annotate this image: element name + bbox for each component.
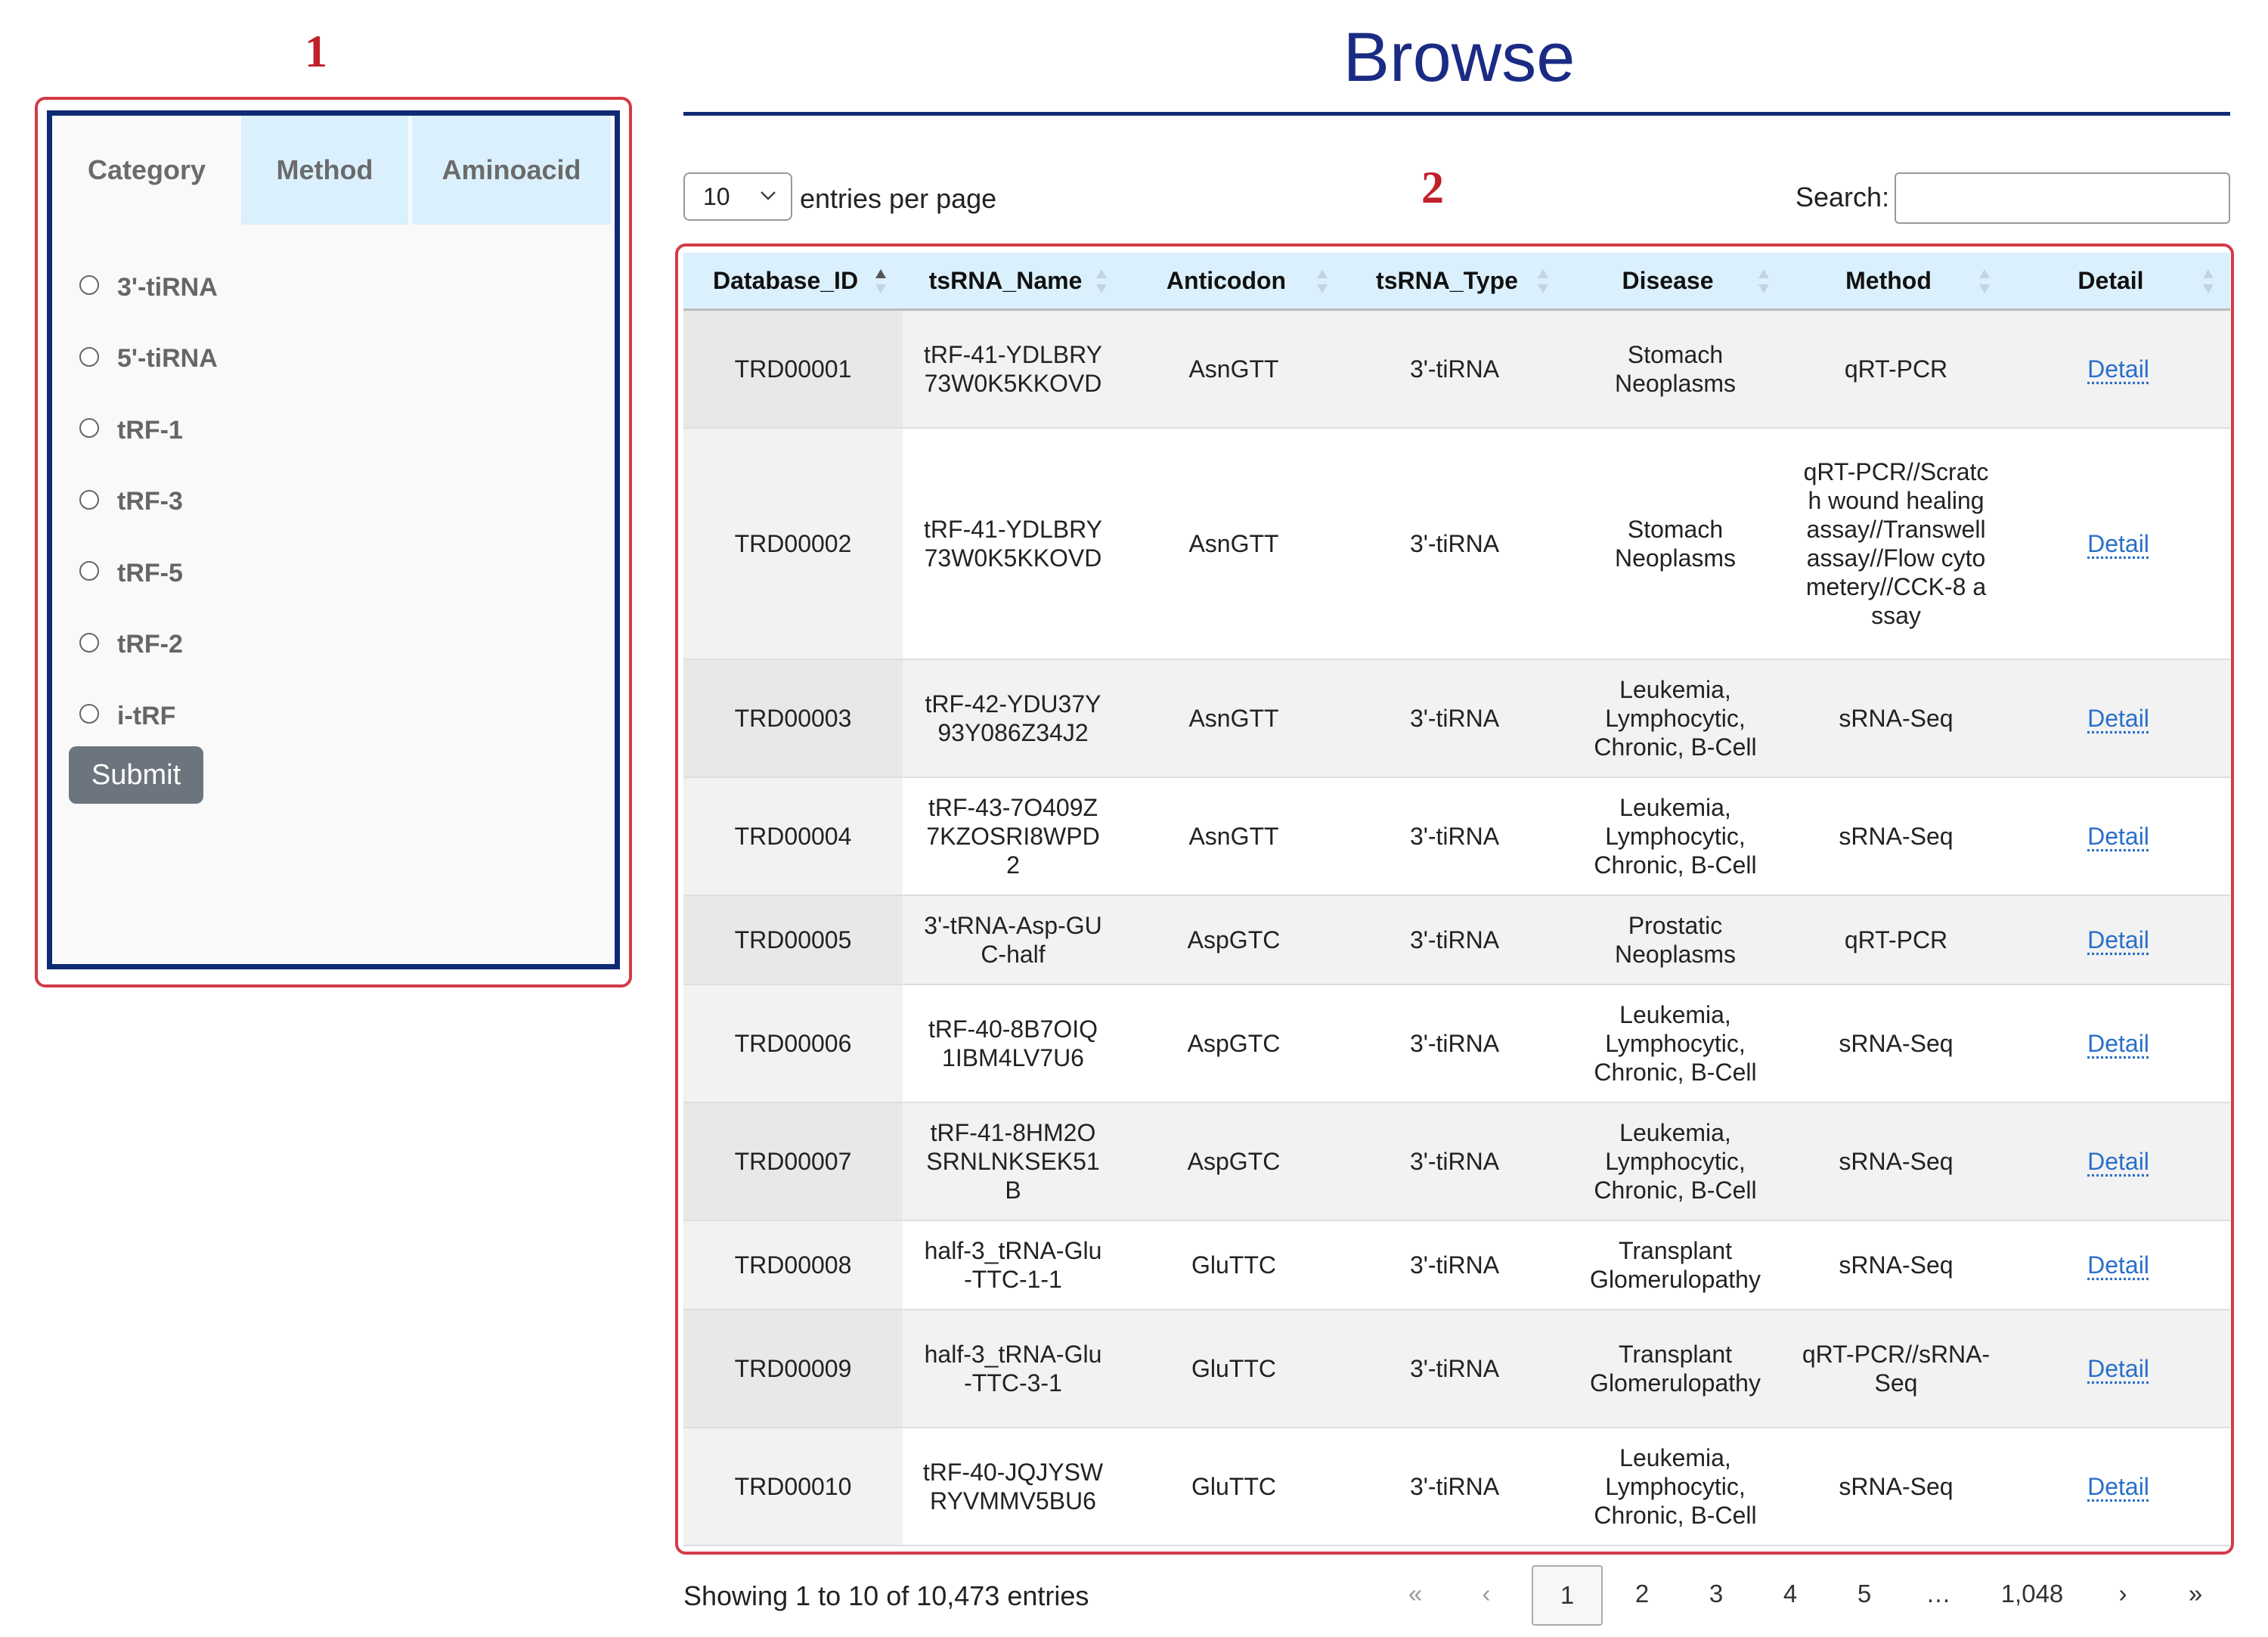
cell-detail: [2006, 1220, 2230, 1310]
cell-detail: [2006, 659, 2230, 777]
cell-disease: [1565, 428, 1786, 659]
annotation-number-1: 1: [305, 26, 327, 76]
page-title: Browse: [1343, 19, 1576, 96]
table-row: [683, 1220, 2230, 1310]
page-button[interactable]: 4: [1783, 1580, 1798, 1608]
cell-database-id-text: TRD00002: [734, 529, 852, 557]
cell-method-text: qRT-PCR//Scratch wound healing assay//Transwell assay//Flow cytometery//CCK-8 assay: [1803, 457, 1989, 629]
first-page-button[interactable]: «: [1408, 1580, 1423, 1608]
previous-page-button[interactable]: ‹: [1482, 1580, 1491, 1608]
next-page-button[interactable]: ›: [2118, 1580, 2127, 1608]
cell-anticodon: [1123, 1428, 1344, 1546]
radio-button[interactable]: [79, 347, 99, 367]
entries-info: Showing 1 to 10 of 10,473 entries: [683, 1580, 1089, 1611]
cell-disease: [1565, 984, 1786, 1102]
cell-database-id: [683, 1428, 903, 1546]
table-row: [683, 310, 2230, 428]
cell-tsrna-name-text: tRF-43-7O409Z7KZOSRI8WPD2: [926, 793, 1100, 879]
cell-anticodon: [1123, 428, 1344, 659]
detail-link[interactable]: Detail: [2087, 355, 2149, 383]
column-header[interactable]: [1123, 253, 1344, 310]
detail-link[interactable]: Detail: [2087, 1147, 2149, 1175]
cell-anticodon-text: GluTTC: [1191, 1251, 1276, 1279]
cell-tsrna-type: [1344, 984, 1565, 1102]
table-row: [683, 659, 2230, 777]
cell-disease: [1565, 1428, 1786, 1546]
cell-tsrna-type-text: 3'-tiRNA: [1409, 925, 1500, 953]
sort-icon: [1757, 266, 1771, 296]
cell-tsrna-type: [1344, 777, 1565, 895]
cell-disease-text: Leukemia, Lymphocytic, Chronic, B-Cell: [1594, 1443, 1757, 1529]
cell-method-text: sRNA-Seq: [1839, 1147, 1954, 1175]
category-option-label: 3'-tiRNA: [117, 272, 218, 302]
column-header[interactable]: [1786, 253, 2006, 310]
cell-detail: [2006, 895, 2230, 984]
cell-tsrna-type: [1344, 1102, 1565, 1220]
cell-tsrna-type: [1344, 895, 1565, 984]
cell-disease: [1565, 659, 1786, 777]
cell-tsrna-type-text: 3'-tiRNA: [1409, 1029, 1500, 1057]
cell-method-text: qRT-PCR//sRNA-Seq: [1802, 1340, 1991, 1397]
cell-database-id: [683, 777, 903, 895]
cell-database-id: [683, 895, 903, 984]
cell-detail: [2006, 984, 2230, 1102]
cell-anticodon-text: AsnGTT: [1188, 822, 1279, 850]
cell-disease-text: Leukemia, Lymphocytic, Chronic, B-Cell: [1594, 1000, 1757, 1086]
cell-tsrna-name: [903, 984, 1123, 1102]
cell-disease: [1565, 1220, 1786, 1310]
category-option-label: tRF-5: [117, 558, 183, 588]
cell-tsrna-type-text: 3'-tiRNA: [1409, 355, 1500, 383]
cell-tsrna-name-text: half-3_tRNA-Glu-TTC-3-1: [924, 1340, 1102, 1397]
cell-tsrna-type: [1344, 1220, 1565, 1310]
results-table: [683, 253, 2230, 1546]
cell-database-id-text: TRD00010: [734, 1472, 852, 1500]
annotation-number-2: 2: [1421, 163, 1444, 212]
tab-method[interactable]: Method: [241, 116, 412, 225]
radio-button[interactable]: [79, 418, 99, 438]
cell-database-id-text: TRD00004: [734, 822, 852, 850]
category-option-label: i-tRF: [117, 701, 176, 730]
last-page-button[interactable]: »: [2188, 1580, 2203, 1608]
cell-tsrna-type-text: 3'-tiRNA: [1409, 529, 1500, 557]
radio-button[interactable]: [79, 561, 99, 581]
cell-tsrna-type: [1344, 428, 1565, 659]
cell-detail: [2006, 1102, 2230, 1220]
cell-tsrna-name: [903, 1220, 1123, 1310]
cell-anticodon: [1123, 1102, 1344, 1220]
cell-database-id: [683, 428, 903, 659]
table-row: [683, 984, 2230, 1102]
cell-database-id-text: TRD00008: [734, 1251, 852, 1279]
cell-method: [1786, 777, 2006, 895]
category-radio-list: [79, 252, 218, 752]
category-option-label: tRF-2: [117, 630, 183, 659]
detail-link[interactable]: Detail: [2087, 1251, 2149, 1279]
column-header[interactable]: [2006, 253, 2230, 310]
detail-link[interactable]: Detail: [2087, 1354, 2149, 1382]
cell-anticodon-text: AsnGTT: [1188, 529, 1279, 557]
page-button[interactable]: 5: [1857, 1580, 1872, 1608]
cell-disease-text: Prostatic Neoplasms: [1614, 911, 1737, 968]
cell-tsrna-name-text: tRF-41-YDLBRY73W0K5KKOVD: [924, 515, 1102, 572]
column-header[interactable]: [903, 253, 1123, 310]
table-row: [683, 895, 2230, 984]
sort-icon: [1978, 266, 1991, 296]
page-button[interactable]: 1,048: [2000, 1580, 2064, 1608]
cell-method: [1786, 428, 2006, 659]
cell-detail: [2006, 777, 2230, 895]
column-header-label: tsRNA_Type: [1376, 266, 1518, 294]
radio-button[interactable]: [79, 704, 99, 724]
detail-link[interactable]: Detail: [2087, 704, 2149, 732]
cell-tsrna-type: [1344, 1428, 1565, 1546]
cell-method-text: qRT-PCR: [1844, 355, 1948, 383]
column-header-label: Method: [1845, 266, 1932, 294]
category-option[interactable]: [79, 538, 218, 609]
search-input[interactable]: [1895, 172, 2230, 224]
column-header-label: Detail: [2077, 266, 2144, 294]
column-header-label: Anticodon: [1166, 266, 1287, 294]
category-option[interactable]: [79, 681, 218, 752]
cell-disease: [1565, 777, 1786, 895]
sort-ascending-icon: [874, 266, 888, 296]
column-header[interactable]: [683, 253, 903, 310]
table-row: [683, 1428, 2230, 1546]
cell-detail: [2006, 1428, 2230, 1546]
cell-method: [1786, 310, 2006, 428]
category-option[interactable]: [79, 252, 218, 324]
cell-tsrna-type-text: 3'-tiRNA: [1409, 822, 1500, 850]
cell-method-text: sRNA-Seq: [1839, 1029, 1954, 1057]
chevron-down-icon: [758, 184, 779, 206]
cell-tsrna-name-text: half-3_tRNA-Glu-TTC-1-1: [924, 1236, 1102, 1293]
cell-database-id: [683, 1310, 903, 1428]
page-button[interactable]: 1: [1532, 1565, 1603, 1626]
cell-tsrna-type: [1344, 1310, 1565, 1428]
sort-icon: [1315, 266, 1329, 296]
cell-database-id-text: TRD00006: [734, 1029, 852, 1057]
cell-disease: [1565, 1102, 1786, 1220]
cell-tsrna-name-text: 3'-tRNA-Asp-GUC-half: [924, 911, 1102, 968]
page-button[interactable]: 2: [1634, 1580, 1650, 1608]
title-divider: [683, 112, 2230, 116]
cell-database-id: [683, 1220, 903, 1310]
cell-anticodon-text: AspGTC: [1187, 925, 1281, 953]
cell-anticodon-text: AspGTC: [1187, 1029, 1281, 1057]
cell-anticodon-text: GluTTC: [1191, 1472, 1276, 1500]
cell-tsrna-name-text: tRF-41-8HM2OSRNLNKSEK51B: [926, 1118, 1100, 1204]
cell-tsrna-name: [903, 1428, 1123, 1546]
cell-anticodon-text: AspGTC: [1187, 1147, 1281, 1175]
cell-tsrna-name: [903, 659, 1123, 777]
cell-anticodon: [1123, 1220, 1344, 1310]
column-header[interactable]: [1344, 253, 1565, 310]
table-row: [683, 777, 2230, 895]
detail-link[interactable]: Detail: [2087, 1472, 2149, 1500]
category-option-label: tRF-3: [117, 487, 183, 516]
radio-button[interactable]: [79, 633, 99, 653]
radio-button[interactable]: [79, 275, 99, 295]
sort-icon: [1095, 266, 1108, 296]
submit-button[interactable]: Submit: [69, 746, 203, 804]
cell-disease-text: Transplant Glomerulopathy: [1590, 1236, 1761, 1293]
cell-disease-text: Leukemia, Lymphocytic, Chronic, B-Cell: [1594, 675, 1757, 761]
cell-tsrna-type: [1344, 310, 1565, 428]
cell-anticodon: [1123, 310, 1344, 428]
cell-database-id: [683, 1102, 903, 1220]
column-header-label: tsRNA_Name: [928, 266, 1083, 294]
cell-tsrna-name-text: tRF-41-YDLBRY73W0K5KKOVD: [924, 340, 1102, 397]
cell-method-text: sRNA-Seq: [1839, 704, 1954, 732]
column-header-label: Disease: [1622, 266, 1714, 294]
cell-anticodon-text: AsnGTT: [1188, 355, 1279, 383]
category-option-label: 5'-tiRNA: [117, 344, 218, 374]
sort-icon: [1536, 266, 1550, 296]
table-header-row: [683, 253, 2230, 310]
cell-method: [1786, 895, 2006, 984]
entries-per-page-label: entries per page: [800, 183, 997, 214]
cell-tsrna-type: [1344, 659, 1565, 777]
detail-link[interactable]: Detail: [2087, 529, 2149, 557]
cell-database-id-text: TRD00009: [734, 1354, 852, 1382]
cell-detail: [2006, 428, 2230, 659]
category-option[interactable]: [79, 609, 218, 681]
cell-database-id-text: TRD00001: [734, 355, 852, 383]
cell-database-id-text: TRD00007: [734, 1147, 852, 1175]
entries-per-page-value: 10: [703, 182, 730, 210]
cell-disease: [1565, 1310, 1786, 1428]
cell-detail: [2006, 310, 2230, 428]
detail-link[interactable]: Detail: [2087, 1029, 2149, 1057]
cell-tsrna-name-text: tRF-42-YDU37Y93Y086Z34J2: [925, 690, 1101, 746]
entries-per-page-select[interactable]: [683, 172, 792, 221]
cell-disease-text: Stomach Neoplasms: [1614, 515, 1737, 572]
pagination-ellipsis: …: [1926, 1580, 1951, 1608]
cell-method: [1786, 984, 2006, 1102]
cell-disease: [1565, 310, 1786, 428]
page-button[interactable]: 3: [1709, 1580, 1724, 1608]
cell-tsrna-type-text: 3'-tiRNA: [1409, 1472, 1500, 1500]
filter-tabs: [52, 116, 615, 225]
cell-method-text: qRT-PCR: [1844, 925, 1948, 953]
cell-detail: [2006, 1310, 2230, 1428]
cell-disease: [1565, 895, 1786, 984]
cell-tsrna-name: [903, 1102, 1123, 1220]
cell-method: [1786, 1102, 2006, 1220]
category-option-label: tRF-1: [117, 415, 183, 445]
category-option[interactable]: [79, 395, 218, 467]
cell-database-id: [683, 659, 903, 777]
filter-panel: [47, 110, 620, 969]
cell-method: [1786, 1220, 2006, 1310]
tab-aminoacid[interactable]: Aminoacid: [412, 116, 611, 225]
table-row: [683, 1102, 2230, 1220]
cell-method: [1786, 1428, 2006, 1546]
category-option[interactable]: [79, 324, 218, 395]
column-header-label: Database_ID: [712, 266, 859, 294]
cell-anticodon: [1123, 895, 1344, 984]
cell-tsrna-type-text: 3'-tiRNA: [1409, 1251, 1500, 1279]
table-body: [683, 310, 2230, 1546]
cell-database-id: [683, 984, 903, 1102]
detail-link[interactable]: Detail: [2087, 925, 2149, 953]
search-label: Search:: [1796, 181, 1890, 212]
cell-tsrna-type-text: 3'-tiRNA: [1409, 1147, 1500, 1175]
cell-disease-text: Stomach Neoplasms: [1614, 340, 1737, 397]
cell-tsrna-name: [903, 428, 1123, 659]
cell-anticodon-text: AsnGTT: [1188, 704, 1279, 732]
cell-method-text: sRNA-Seq: [1839, 1472, 1954, 1500]
cell-tsrna-name-text: tRF-40-JQJYSWRYVMMV5BU6: [922, 1458, 1104, 1515]
cell-tsrna-name: [903, 895, 1123, 984]
cell-tsrna-name: [903, 777, 1123, 895]
cell-disease-text: Leukemia, Lymphocytic, Chronic, B-Cell: [1594, 1118, 1757, 1204]
cell-tsrna-name: [903, 310, 1123, 428]
category-option[interactable]: [79, 467, 218, 538]
cell-method-text: sRNA-Seq: [1839, 1251, 1954, 1279]
detail-link[interactable]: Detail: [2087, 822, 2149, 850]
cell-database-id: [683, 310, 903, 428]
cell-anticodon: [1123, 777, 1344, 895]
cell-anticodon-text: GluTTC: [1191, 1354, 1276, 1382]
cell-anticodon: [1123, 1310, 1344, 1428]
cell-tsrna-type-text: 3'-tiRNA: [1409, 704, 1500, 732]
cell-tsrna-name: [903, 1310, 1123, 1428]
cell-method: [1786, 659, 2006, 777]
column-header[interactable]: [1565, 253, 1786, 310]
cell-anticodon: [1123, 659, 1344, 777]
sort-icon: [2201, 266, 2215, 296]
cell-disease-text: Transplant Glomerulopathy: [1590, 1340, 1761, 1397]
tab-category[interactable]: Category: [52, 116, 241, 225]
cell-anticodon: [1123, 984, 1344, 1102]
cell-method-text: sRNA-Seq: [1839, 822, 1954, 850]
radio-button[interactable]: [79, 490, 99, 510]
cell-tsrna-type-text: 3'-tiRNA: [1409, 1354, 1500, 1382]
cell-database-id-text: TRD00003: [734, 704, 852, 732]
table-row: [683, 428, 2230, 659]
cell-disease-text: Leukemia, Lymphocytic, Chronic, B-Cell: [1594, 793, 1757, 879]
table-row: [683, 1310, 2230, 1428]
cell-database-id-text: TRD00005: [734, 925, 852, 953]
cell-method: [1786, 1310, 2006, 1428]
cell-tsrna-name-text: tRF-40-8B7OIQ1IBM4LV7U6: [928, 1015, 1098, 1071]
